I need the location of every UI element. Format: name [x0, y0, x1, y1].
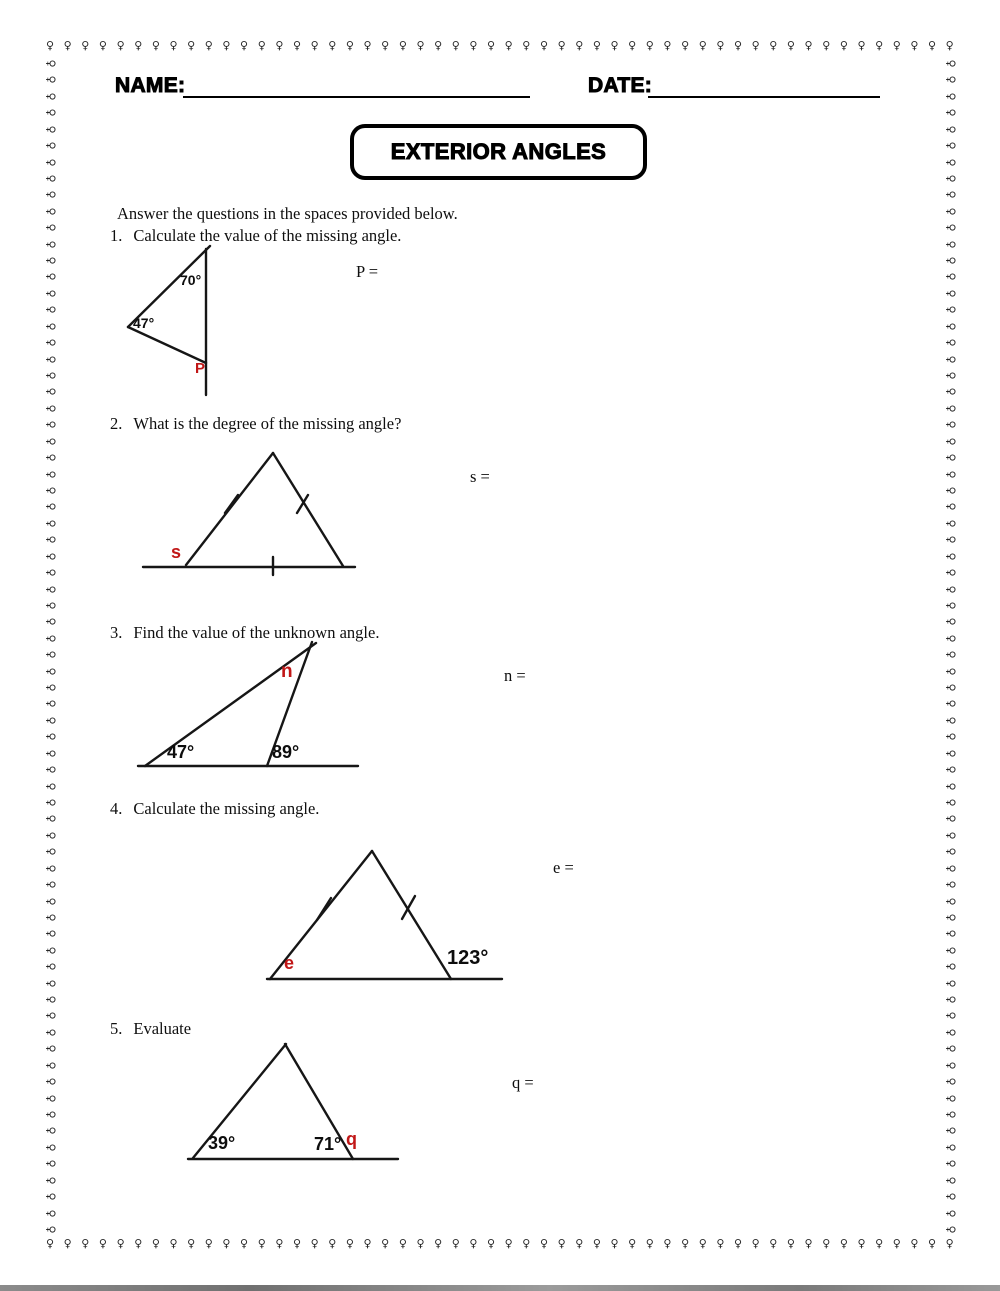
- angle-label: 89°: [272, 742, 300, 762]
- unknown-angle-label: e: [284, 953, 295, 973]
- intro-text: Answer the questions in the spaces provided below.: [117, 204, 458, 223]
- page-title: EXTERIOR ANGLES: [390, 139, 607, 164]
- tick-mark: [317, 898, 331, 920]
- unknown-angle-label: P: [195, 360, 206, 377]
- angle-label: 47°: [133, 315, 155, 331]
- date-label: DATE:: [588, 74, 653, 97]
- question-4-number: 4.: [110, 799, 123, 818]
- question-5-number: 5.: [110, 1019, 123, 1038]
- title-box: [350, 124, 647, 180]
- decorative-border-right: ♀ ♀ ♀ ♀ ♀ ♀ ♀ ♀ ♀ ♀ ♀ ♀ ♀ ♀ ♀ ♀ ♀ ♀ ♀ ♀ ♀ ♀ ♀ ♀ ♀ ♀ ♀ ♀ ♀ ♀ ♀ ♀ ♀ ♀ ♀ ♀ ♀ ♀ ♀ ♀ ♀ ♀ ♀ ♀ ♀ ♀ ♀ ♀ ♀ ♀ ♀ ♀ ♀ ♀ ♀ ♀ ♀ ♀ ♀ ♀ ♀ ♀ ♀ ♀ ♀ ♀ ♀ ♀ ♀ ♀ ♀ ♀: [944, 59, 958, 1234]
- question-5-prompt: Evaluate: [133, 1019, 192, 1038]
- triangle-side: [128, 327, 206, 363]
- triangle-side: [372, 851, 451, 979]
- tick-mark: [297, 495, 308, 513]
- answer-prompt[interactable]: e =: [553, 858, 574, 877]
- question-2-number: 2.: [110, 414, 123, 433]
- question-3-prompt: Find the value of the unknown angle.: [133, 623, 380, 642]
- tick-mark: [225, 495, 238, 513]
- decorative-border-left: ♀ ♀ ♀ ♀ ♀ ♀ ♀ ♀ ♀ ♀ ♀ ♀ ♀ ♀ ♀ ♀ ♀ ♀ ♀ ♀ ♀ ♀ ♀ ♀ ♀ ♀ ♀ ♀ ♀ ♀ ♀ ♀ ♀ ♀ ♀ ♀ ♀ ♀ ♀ ♀ ♀ ♀ ♀ ♀ ♀ ♀ ♀ ♀ ♀ ♀ ♀ ♀ ♀ ♀ ♀ ♀ ♀ ♀ ♀ ♀ ♀ ♀ ♀ ♀ ♀ ♀ ♀ ♀ ♀ ♀ ♀ ♀: [44, 59, 58, 1234]
- angle-label: 70°: [180, 272, 202, 288]
- unknown-angle-label: n: [281, 661, 293, 682]
- angle-label: 123°: [447, 947, 489, 969]
- question-2-text: [110, 414, 401, 434]
- triangle-side: [193, 1044, 286, 1158]
- question-4-text: [110, 799, 319, 819]
- name-fill-line[interactable]: [183, 72, 530, 98]
- question-2-prompt: What is the degree of the missing angle?: [133, 414, 402, 433]
- answer-prompt[interactable]: q =: [512, 1073, 534, 1092]
- triangle-side: [273, 453, 343, 566]
- decorative-border-bottom: ♀ ♀ ♀ ♀ ♀ ♀ ♀ ♀ ♀ ♀ ♀ ♀ ♀ ♀ ♀ ♀ ♀ ♀ ♀ ♀ ♀ ♀ ♀ ♀ ♀ ♀ ♀ ♀ ♀ ♀ ♀ ♀ ♀ ♀ ♀ ♀ ♀ ♀ ♀ ♀ ♀ ♀ ♀ ♀ ♀ ♀ ♀ ♀ ♀ ♀ ♀ ♀: [46, 1237, 954, 1250]
- question-5-text: [110, 1019, 191, 1039]
- unknown-angle-label: q: [346, 1129, 357, 1149]
- question-3-number: 3.: [110, 623, 123, 642]
- question-4-prompt: Calculate the missing angle.: [133, 799, 320, 818]
- answer-prompt[interactable]: n =: [504, 666, 526, 685]
- decorative-border-top: ♀ ♀ ♀ ♀ ♀ ♀ ♀ ♀ ♀ ♀ ♀ ♀ ♀ ♀ ♀ ♀ ♀ ♀ ♀ ♀ ♀ ♀ ♀ ♀ ♀ ♀ ♀ ♀ ♀ ♀ ♀ ♀ ♀ ♀ ♀ ♀ ♀ ♀ ♀ ♀ ♀ ♀ ♀ ♀ ♀ ♀ ♀ ♀ ♀ ♀ ♀ ♀: [46, 39, 954, 52]
- answer-prompt[interactable]: s =: [470, 467, 490, 486]
- angle-label: 71°: [314, 1134, 342, 1154]
- answer-prompt[interactable]: P =: [356, 262, 378, 281]
- name-label: NAME:: [115, 74, 186, 97]
- page-edge-shadow: [0, 1285, 1000, 1291]
- question-1-prompt: Calculate the value of the missing angle.: [133, 226, 402, 245]
- question-1-number: 1.: [110, 226, 123, 245]
- angle-label: 47°: [167, 742, 195, 762]
- unknown-angle-label: s: [171, 542, 182, 562]
- angle-label: 39°: [208, 1133, 236, 1153]
- date-fill-line[interactable]: [648, 72, 880, 98]
- triangle-side: [186, 453, 273, 565]
